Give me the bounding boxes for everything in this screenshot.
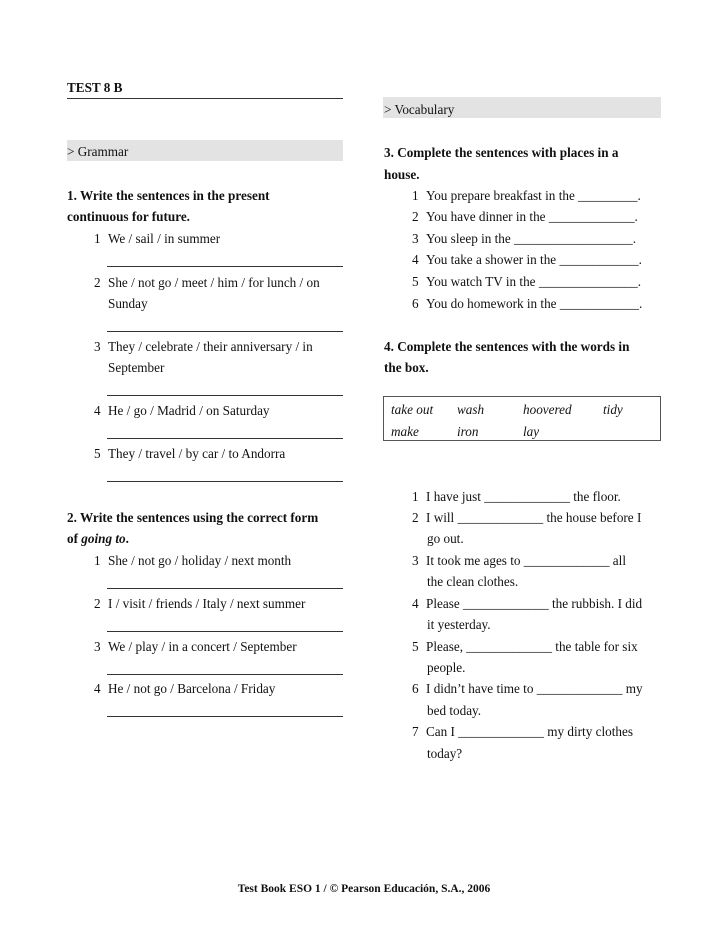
ex4-item-4-sentence-cont: it yesterday. bbox=[427, 617, 491, 632]
ex2-item-1-prompt: She / not go / holiday / next month bbox=[108, 553, 292, 568]
word-box-word: iron bbox=[457, 424, 479, 439]
ex1-item-3-prompt-cont: September bbox=[108, 360, 165, 375]
test-title: TEST 8 B bbox=[67, 80, 123, 95]
ex1-item-number: 5 bbox=[94, 446, 101, 461]
ex3-item-number: 4 bbox=[412, 252, 419, 267]
ex2-item-3-prompt: We / play / in a concert / September bbox=[108, 639, 297, 654]
ex3-item-1-sentence: You prepare breakfast in the _________. bbox=[426, 188, 641, 203]
ex4-item-7-sentence-cont: today? bbox=[427, 746, 463, 761]
ex4-title-line1: 4. Complete the sentences with the words in bbox=[384, 339, 630, 354]
ex2-item-number: 3 bbox=[94, 639, 101, 654]
ex3-item-5-sentence: You watch TV in the _______________. bbox=[426, 274, 642, 289]
ex2-answer-line-2[interactable] bbox=[107, 631, 343, 632]
ex3-item-number: 6 bbox=[412, 296, 419, 311]
ex4-item-2-sentence: I will _____________ the house before I bbox=[426, 510, 642, 525]
ex1-item-4-prompt: He / go / Madrid / on Saturday bbox=[108, 403, 270, 418]
ex1-title-line2: continuous for future. bbox=[67, 209, 190, 224]
ex3-item-4-sentence: You take a shower in the ____________. bbox=[426, 252, 642, 267]
word-box-word: lay bbox=[523, 424, 540, 439]
ex1-answer-line-3[interactable] bbox=[107, 395, 343, 396]
word-box-word: make bbox=[391, 424, 419, 439]
ex1-title-line1: 1. Write the sentences in the present bbox=[67, 188, 270, 203]
ex2-item-number: 2 bbox=[94, 596, 101, 611]
ex1-answer-line-1[interactable] bbox=[107, 266, 343, 267]
ex3-item-number: 2 bbox=[412, 209, 419, 224]
ex4-item-number: 2 bbox=[412, 510, 419, 525]
ex4-item-3-sentence-cont: the clean clothes. bbox=[427, 574, 519, 589]
ex4-item-6-sentence: I didn’t have time to _____________ my bbox=[426, 681, 643, 696]
ex4-item-number: 4 bbox=[412, 596, 419, 611]
ex3-item-3-sentence: You sleep in the __________________. bbox=[426, 231, 637, 246]
ex1-item-number: 3 bbox=[94, 339, 101, 354]
ex4-item-number: 7 bbox=[412, 724, 419, 739]
word-box-word: wash bbox=[457, 402, 485, 417]
ex3-title-line1: 3. Complete the sentences with places in a bbox=[384, 145, 619, 160]
ex2-answer-line-4[interactable] bbox=[107, 716, 343, 717]
ex2-item-number: 1 bbox=[94, 553, 101, 568]
ex1-item-2-prompt-cont: Sunday bbox=[108, 296, 148, 311]
ex4-item-5-sentence: Please, _____________ the table for six bbox=[426, 639, 638, 654]
ex4-item-5-sentence-cont: people. bbox=[427, 660, 466, 675]
ex4-item-1-sentence: I have just _____________ the floor. bbox=[426, 489, 621, 504]
ex3-title-line2: house. bbox=[384, 167, 420, 182]
ex1-item-2-prompt: She / not go / meet / him / for lunch / on bbox=[108, 275, 320, 290]
ex4-item-number: 3 bbox=[412, 553, 419, 568]
word-box-word: tidy bbox=[603, 402, 623, 417]
vocabulary-heading: > Vocabulary bbox=[384, 102, 455, 117]
ex1-item-number: 2 bbox=[94, 275, 101, 290]
ex3-item-number: 1 bbox=[412, 188, 419, 203]
footer-copyright: Test Book ESO 1 / © Pearson Educación, S.A., 2006 bbox=[237, 883, 491, 895]
ex4-item-number: 1 bbox=[412, 489, 419, 504]
ex2-title-of: of bbox=[67, 531, 82, 546]
ex4-item-number: 6 bbox=[412, 681, 419, 696]
ex3-item-number: 5 bbox=[412, 274, 419, 289]
ex4-item-7-sentence: Can I _____________ my dirty clothes bbox=[426, 724, 633, 739]
ex2-title-italic: going to bbox=[81, 531, 126, 546]
ex2-answer-line-1[interactable] bbox=[107, 588, 343, 589]
ex3-item-2-sentence: You have dinner in the _____________. bbox=[426, 209, 638, 224]
ex4-item-number: 5 bbox=[412, 639, 419, 654]
ex1-item-number: 4 bbox=[94, 403, 101, 418]
ex2-title-line1: 2. Write the sentences using the correct form bbox=[67, 510, 319, 525]
word-box-word: hoovered bbox=[523, 402, 572, 417]
ex1-answer-line-2[interactable] bbox=[107, 331, 343, 332]
ex1-item-3-prompt: They / celebrate / their anniversary / in bbox=[108, 339, 313, 354]
title-rule bbox=[67, 98, 343, 99]
ex4-title-line2: the box. bbox=[384, 360, 429, 375]
ex2-title-end: . bbox=[125, 531, 129, 546]
ex1-answer-line-5[interactable] bbox=[107, 481, 343, 482]
word-box-word: take out bbox=[391, 402, 434, 417]
ex2-item-number: 4 bbox=[94, 681, 101, 696]
ex1-item-number: 1 bbox=[94, 231, 101, 246]
ex4-item-4-sentence: Please _____________ the rubbish. I did bbox=[426, 596, 643, 611]
ex4-item-2-sentence-cont: go out. bbox=[427, 531, 464, 546]
ex3-item-6-sentence: You do homework in the ____________. bbox=[426, 296, 643, 311]
ex1-item-5-prompt: They / travel / by car / to Andorra bbox=[108, 446, 286, 461]
ex2-item-2-prompt: I / visit / friends / Italy / next summer bbox=[108, 596, 306, 611]
ex1-item-1-prompt: We / sail / in summer bbox=[108, 231, 221, 246]
ex2-item-4-prompt: He / not go / Barcelona / Friday bbox=[108, 681, 276, 696]
ex4-item-3-sentence: It took me ages to _____________ all bbox=[426, 553, 626, 568]
ex3-item-number: 3 bbox=[412, 231, 419, 246]
ex4-item-6-sentence-cont: bed today. bbox=[427, 703, 482, 718]
grammar-heading: > Grammar bbox=[67, 144, 129, 159]
ex2-answer-line-3[interactable] bbox=[107, 674, 343, 675]
ex2-title-line2 bbox=[67, 531, 129, 547]
ex1-answer-line-4[interactable] bbox=[107, 438, 343, 439]
